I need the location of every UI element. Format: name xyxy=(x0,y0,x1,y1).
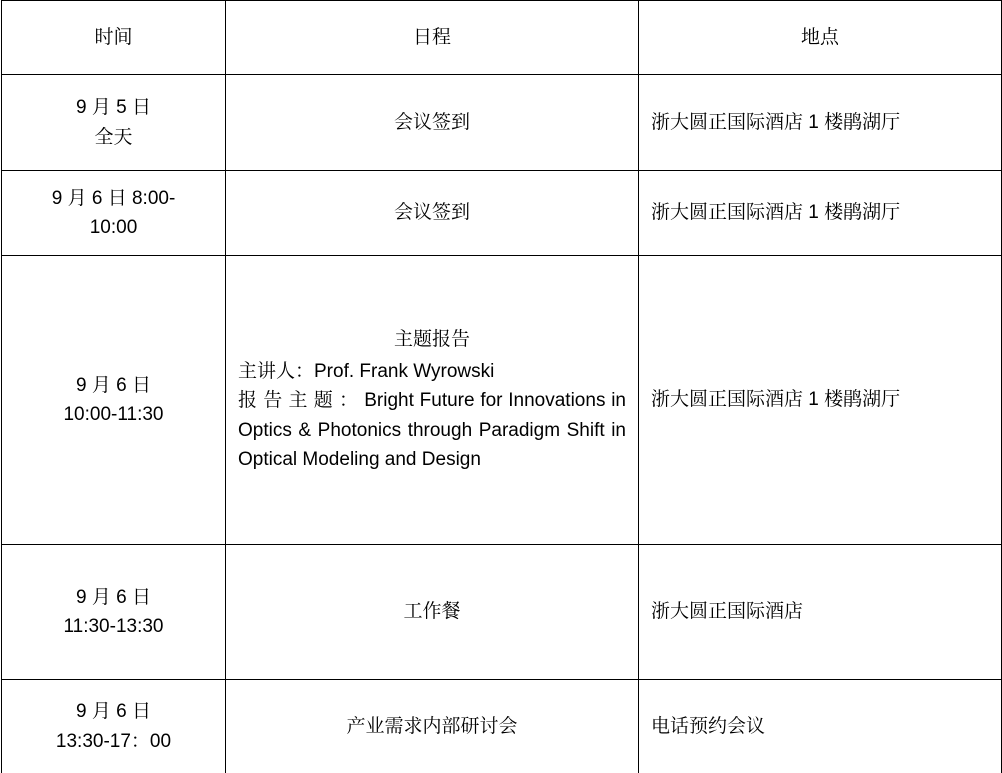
time-line: 9 月 6 日 xyxy=(76,701,151,723)
table-row xyxy=(2,680,1002,773)
schedule-table xyxy=(1,0,1002,773)
time-line: 9 月 5 日 xyxy=(76,97,151,119)
table-header-row xyxy=(2,1,1002,75)
cell-place: 浙大圆正国际酒店 1 楼鹃湖厅 xyxy=(639,256,1002,545)
time-line: 9 月 6 日 xyxy=(76,374,151,396)
agenda-title: 主题报告 xyxy=(393,329,470,351)
agenda-topic: 报 告 主 题 ： Bright Future for Innovations in Optics & Photonics through Paradigm Shift in Optical Modeling and Design xyxy=(238,390,626,471)
cell-time xyxy=(2,680,226,773)
table-row xyxy=(2,171,1002,256)
time-line: 13:30-17：00 xyxy=(55,730,172,752)
column-header-place: 地点 xyxy=(639,1,1002,75)
cell-agenda: 产业需求内部研讨会 xyxy=(226,680,639,773)
cell-agenda: 工作餐 xyxy=(226,545,639,680)
cell-agenda: 会议签到 xyxy=(226,75,639,171)
cell-time xyxy=(2,171,226,256)
time-line: 全天 xyxy=(94,126,133,148)
cell-agenda xyxy=(226,256,639,545)
cell-place: 浙大圆正国际酒店 1 楼鹃湖厅 xyxy=(639,171,1002,256)
cell-time xyxy=(2,75,226,171)
cell-time xyxy=(2,256,226,545)
agenda-speaker: 主讲人：Prof. Frank Wyrowski xyxy=(238,360,495,382)
agenda-body xyxy=(238,357,626,475)
time-line: 10:00 xyxy=(89,217,138,238)
cell-place: 电话预约会议 xyxy=(639,680,1002,773)
time-line: 11:30-13:30 xyxy=(63,616,164,637)
cell-place: 浙大圆正国际酒店 1 楼鹃湖厅 xyxy=(639,75,1002,171)
column-header-agenda: 日程 xyxy=(226,1,639,75)
cell-time xyxy=(2,545,226,680)
time-line: 10:00-11:30 xyxy=(63,404,164,425)
time-line: 9 月 6 日 xyxy=(76,586,151,608)
time-line: 9 月 6 日 8:00- xyxy=(51,187,176,209)
cell-place: 浙大圆正国际酒店 xyxy=(639,545,1002,680)
table-row xyxy=(2,75,1002,171)
cell-agenda: 会议签到 xyxy=(226,171,639,256)
column-header-time: 时间 xyxy=(2,1,226,75)
table-row xyxy=(2,256,1002,545)
table-row xyxy=(2,545,1002,680)
